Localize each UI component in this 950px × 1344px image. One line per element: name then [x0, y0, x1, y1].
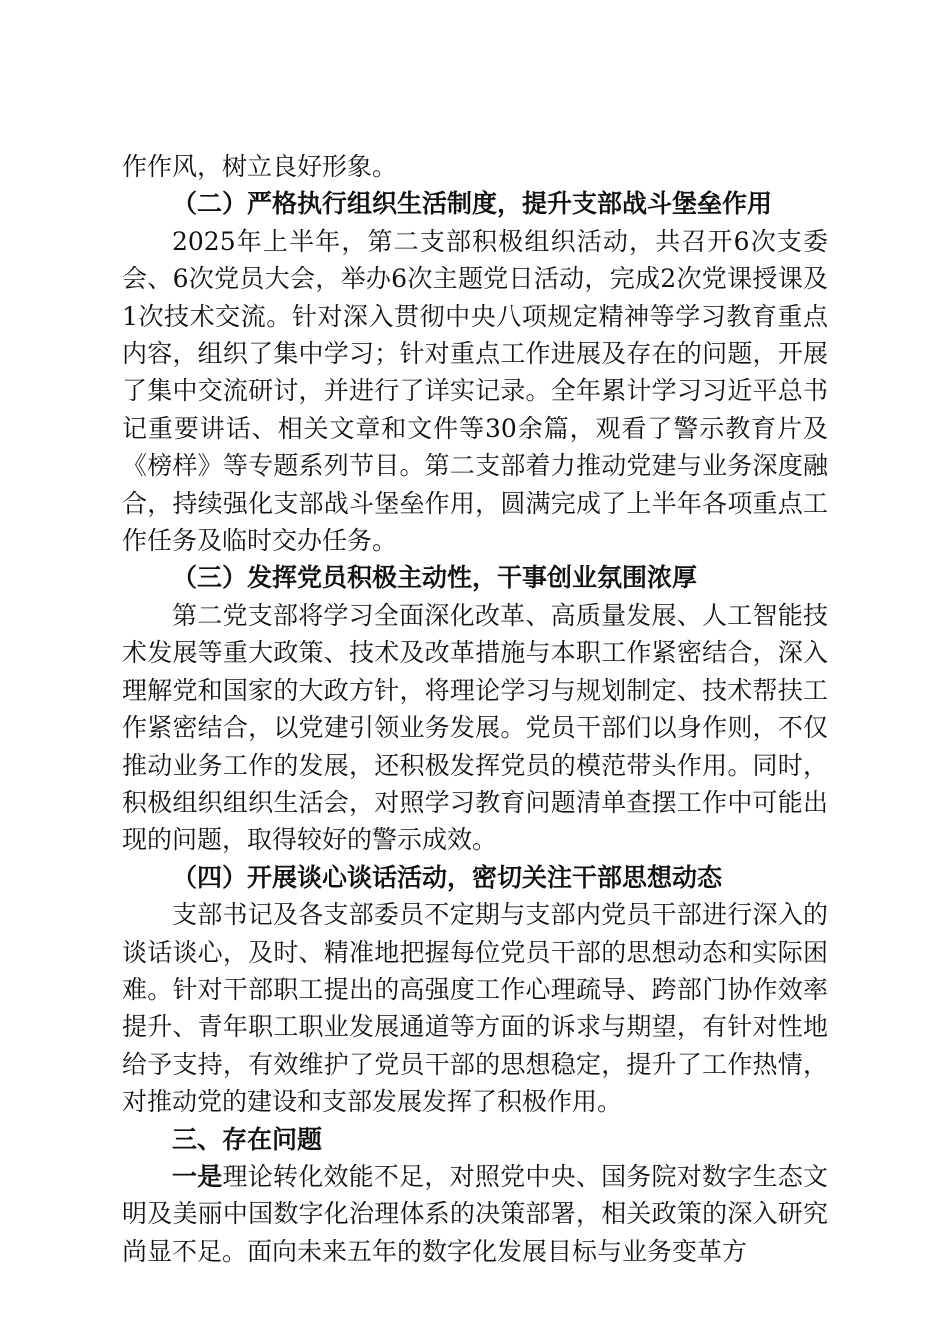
section-3-paragraph: 第二党支部将学习全面深化改革、高质量发展、人工智能技术发展等重大政策、技术及改革措施与本职工作紧密结合，深入理解党和国家的大政方针，将理论学习与规划制定、技术帮扶工作紧密结合，以党建引领业务发展。党员干部们以身作则，不仅推动业务工作的发展，还积极发挥党员的模范带头作用。同时，积极组织组织生活会，对照学习教育问题清单查摆工作中可能出现的问题，取得较好的警示成效。: [122, 600, 828, 855]
document-body: [122, 148, 828, 1270]
intro-paragraph-end: 作作风，树立良好形象。: [122, 152, 398, 181]
section-4-heading: （四）开展谈心谈话活动，密切关注干部思想动态: [172, 862, 723, 892]
section-2-heading: （二）严格执行组织生活制度，提升支部战斗堡垒作用: [172, 189, 773, 219]
part-3-heading: 三、存在问题: [172, 1124, 323, 1154]
section-2-paragraph: 2025年上半年，第二支部积极组织活动，共召开6次支委会、6次党员大会，举办6次主题党日活动，完成2次党课授课及1次技术交流。针对深入贯彻中央八项规定精神等学习教育重点内容，组织了集中学习；针对重点工作进展及存在的问题，开展了集中交流研讨，并进行了详实记录。全年累计学习习近平总书记重要讲话、相关文章和文件等30余篇，观看了警示教育片及《榜样》等专题系列节目。第二支部着力推动党建与业务深度融合，持续强化支部战斗堡垒作用，圆满完成了上半年各项重点工作任务及临时交办任务。: [122, 226, 828, 556]
problem-1-lead: 一是: [172, 1161, 223, 1191]
problem-1-paragraph: [122, 1158, 828, 1270]
problem-1-text: 理论转化效能不足，对照党中央、国务院对数字生态文明及美丽中国数字化治理体系的决策部署，相关政策的深入研究尚显不足。面向未来五年的数字化发展目标与业务变革方: [122, 1161, 828, 1266]
section-4-paragraph: 支部书记及各支部委员不定期与支部内党员干部进行深入的谈话谈心，及时、精准地把握每位党员干部的思想动态和实际困难。针对干部职工提出的高强度工作心理疏导、跨部门协作效率提升、青年职工职业发展通道等方面的诉求与期望，有针对性地给予支持，有效维护了党员干部的思想稳定，提升了工作热情，对推动党的建设和支部发展发挥了积极作用。: [122, 900, 828, 1117]
section-3-heading: （三）发挥党员积极主动性，干事创业氛围浓厚: [172, 563, 698, 593]
